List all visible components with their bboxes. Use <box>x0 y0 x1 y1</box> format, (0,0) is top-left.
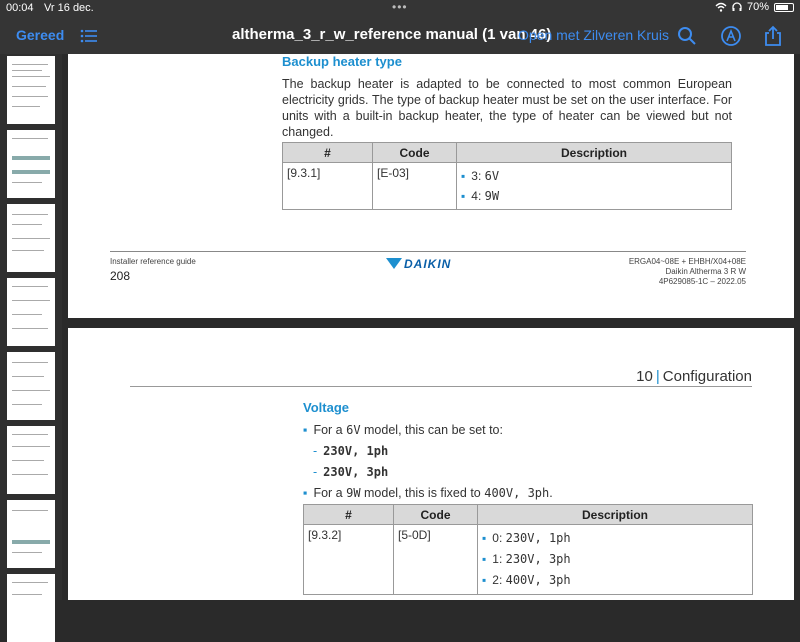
footer-rule <box>110 251 746 252</box>
headphones-icon <box>732 2 742 12</box>
paragraph: The backup heater is adapted to be connected to most common European electricity grids. The type of backup heater must be set on the user interface. For units with a built-in backup heater, the type of heater can be viewed but not changed. <box>282 77 732 139</box>
list-item: ▪ For a 9W model, this is fixed to 400V, 3ph. <box>303 486 553 500</box>
section-heading: Backup heater type <box>282 54 402 69</box>
table-header: # <box>304 505 394 525</box>
done-button[interactable]: Gereed <box>16 27 65 43</box>
settings-table <box>303 504 753 595</box>
chapter-heading: 10 | Configuration <box>636 368 752 385</box>
list-icon[interactable] <box>80 28 98 44</box>
page-thumbnail[interactable] <box>7 56 55 124</box>
battery-percent: 70% <box>746 1 769 13</box>
table-cell: ▪ 3: 6V ▪ 4: 9W <box>457 163 732 210</box>
status-bar <box>0 0 800 16</box>
wifi-icon <box>715 2 727 12</box>
page-thumbnail[interactable] <box>7 278 55 346</box>
top-bar <box>0 0 800 54</box>
thumbnail-sidebar <box>0 54 62 600</box>
search-icon[interactable] <box>676 25 698 47</box>
document-title: altherma_3_r_w_reference manual (1 van 46) <box>232 26 552 43</box>
pdf-page <box>68 54 794 318</box>
open-with-button[interactable]: Open met Zilveren Kruis <box>518 27 669 43</box>
page-number: 208 <box>110 269 131 283</box>
share-icon[interactable] <box>762 25 784 47</box>
multitasking-dots-icon[interactable]: ••• <box>392 0 408 14</box>
footer-guide-label: Installer reference guide <box>110 257 196 266</box>
chapter-rule <box>130 386 752 387</box>
toolbar <box>0 20 800 52</box>
daikin-logo: DAIKIN <box>386 257 451 271</box>
page-thumbnail[interactable] <box>7 130 55 198</box>
table-cell: [E-03] <box>373 163 457 210</box>
page-thumbnail[interactable] <box>7 352 55 420</box>
section-heading: Voltage <box>303 400 349 415</box>
pdf-page <box>68 328 794 600</box>
page-thumbnail[interactable] <box>7 204 55 272</box>
battery-icon <box>774 3 794 12</box>
table-header: Description <box>478 505 753 525</box>
table-cell: [9.3.2] <box>304 525 394 595</box>
table-cell: [5-0D] <box>394 525 478 595</box>
table-cell: [9.3.1] <box>283 163 373 210</box>
table-row <box>304 525 753 595</box>
table-header: Code <box>373 143 457 163</box>
page-thumbnail[interactable] <box>7 574 55 642</box>
status-time: 00:04 <box>6 2 34 14</box>
table-row <box>283 163 732 210</box>
table-header: Description <box>457 143 732 163</box>
status-date: Vr 16 dec. <box>44 2 94 14</box>
list-item: - 230V, 1ph <box>313 444 389 458</box>
footer-doc-info: ERGA04~08E + EHBH/X04+08E Daikin Altherma 3 R W 4P629085-1C – 2022.05 <box>628 257 746 286</box>
list-item: - 230V, 3ph <box>313 465 389 479</box>
settings-table <box>282 142 732 210</box>
table-header: Code <box>394 505 478 525</box>
status-right <box>715 1 794 13</box>
markup-icon[interactable] <box>720 25 742 47</box>
page-thumbnail[interactable] <box>7 426 55 494</box>
table-header: # <box>283 143 373 163</box>
list-item: ▪ For a 6V model, this can be set to: <box>303 423 503 437</box>
page-thumbnail[interactable] <box>7 500 55 568</box>
table-cell: ▪ 0: 230V, 1ph ▪ 1: 230V, 3ph ▪ 2: 400V, 3ph <box>478 525 753 595</box>
